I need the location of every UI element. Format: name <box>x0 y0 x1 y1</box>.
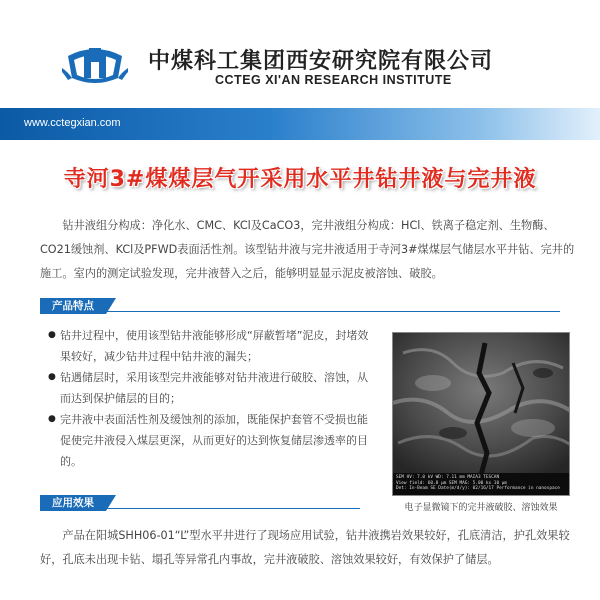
website-link[interactable]: www.cctegxian.com <box>24 117 121 129</box>
info-line-1: SEM HV: 7.0 kV WD: 7.11 mm MAIA3 TESCAN <box>396 475 500 480</box>
features-heading: 产品特点 <box>40 298 106 314</box>
application-section-header <box>40 495 360 511</box>
section-divider <box>40 311 560 312</box>
micrograph-info-bar <box>393 473 569 495</box>
ccteg-logo-icon <box>62 38 128 90</box>
feature-item: ● 钻遇储层时，采用该型完井液能够对钻井液进行破胶、溶蚀，从而达到保护储层的目的； <box>48 367 374 409</box>
info-line-3: Det: In-Beam SE Date(m/d/y): 02/16/17 Performance in nanospace <box>396 486 560 491</box>
org-name-en: CCTEG XI'AN RESEARCH INSTITUTE <box>215 73 452 87</box>
feature-item: ● 钻井过程中，使用该型钻井液能够形成“屏蔽暂堵”泥皮，封堵效果较好，减少钻井过程中钻井液的漏失； <box>48 325 374 367</box>
micrograph-caption: 电子显微镜下的完井液破胶、溶蚀效果 <box>404 503 558 513</box>
header <box>0 0 600 100</box>
feature-item: ● 完井液中表面活性剂及缓蚀剂的添加，既能保护套管不受损也能促使完井液侵入煤层更深，从而更好的达到恢复储层渗透率的目的。 <box>48 409 374 472</box>
features-list <box>48 325 374 472</box>
url-banner <box>0 108 600 140</box>
info-line-2: View field: 60.8 μm SEM MAG: 5.00 kx 10 μm <box>396 480 508 486</box>
application-paragraph: 产品在阳城SHH06-01“L”型水平井进行了现场应用试验，钻井液携岩效果较好，孔底清洁，护孔效果较好，孔底未出现卡钻、塌孔等异常孔内事故，完井液破胶、溶蚀效果较好，有效保护了储层。 <box>40 529 570 566</box>
features-section-header <box>40 298 560 314</box>
org-name-cn: 中煤科工集团西安研究院有限公司 <box>148 49 494 74</box>
page-title: 寺河3#煤煤层气开采用水平井钻井液与完井液 <box>63 167 537 192</box>
application-heading: 应用效果 <box>40 495 106 511</box>
sem-micrograph <box>392 332 570 496</box>
micrograph-image <box>393 333 570 475</box>
intro-paragraph: 钻井液组分构成：净化水、CMC、KCl及CaCO3，完井液组分构成：HCl、铁离子稳定剂、生物酶、CO21缓蚀剂、KCl及PFWD表面活性剂。该型钻井液与完井液适用于寺河3#煤煤层气储层水平井钻、完井的施工。室内的测定试验发现，完井液替入之后，能够明显显示泥皮被溶蚀、破胶。 <box>40 219 575 280</box>
